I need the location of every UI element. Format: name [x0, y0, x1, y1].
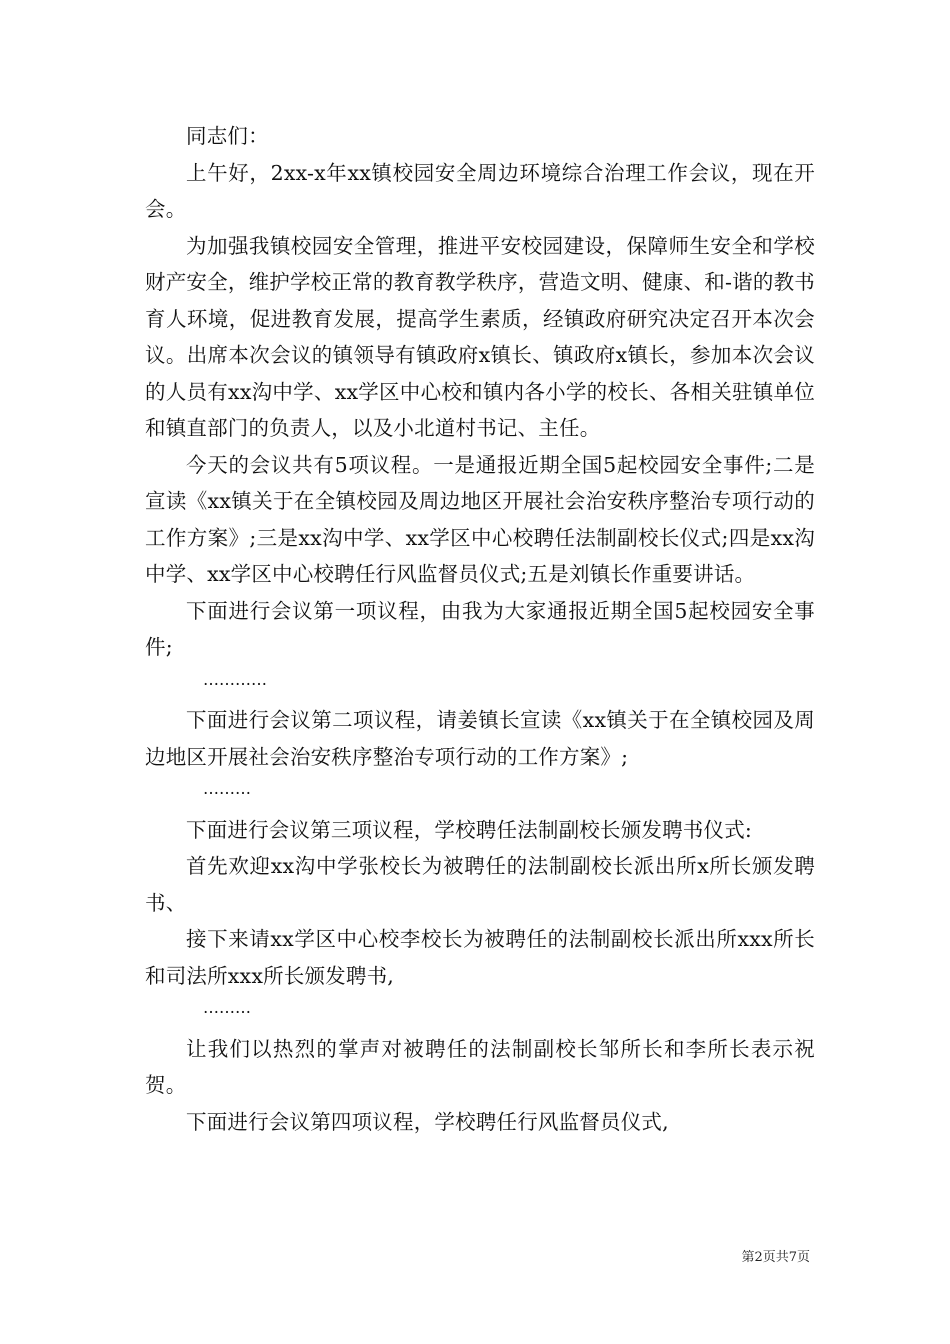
ellipsis-three: ………: [203, 998, 251, 1017]
paragraph-first-appointment: 首先欢迎xx沟中学张校长为被聘任的法制副校长派出所x所长颁发聘书、: [145, 854, 815, 915]
page-number: 第2页共7页: [741, 1250, 810, 1265]
salutation: 同志们：: [186, 124, 269, 148]
paragraph-second-appointment: 接下来请xx学区中心校李校长为被聘任的法制副校长派出所xxx所长和司法所xxx所长颁发聘书,: [145, 927, 815, 988]
ellipsis-two: ………: [203, 779, 251, 798]
paragraph-item-one: 下面进行会议第一项议程，由我为大家通报近期全国5起校园安全事件;: [145, 598, 815, 659]
paragraph-agenda: 今天的会议共有5项议程。一是通报近期全国5起校园安全事件;二是宣读《xx镇关于在全镇校园及周边地区开展社会治安秩序整治专项行动的工作方案》;三是xx沟中学、xx学区中心校聘任法制副校长仪式;四是xx沟中学、xx学区中心校聘任行风监督员仪式;五是刘镇长作重要讲话。: [145, 452, 815, 586]
document-body: [145, 118, 815, 1140]
ellipsis-one: …………: [203, 669, 267, 689]
paragraph-item-four: 下面进行会议第四项议程，学校聘任行风监督员仪式,: [186, 1109, 669, 1134]
paragraph-item-three: 下面进行会议第三项议程，学校聘任法制副校长颁发聘书仪式:: [186, 817, 753, 842]
paragraph-opening: 上午好，2xx-x年xx镇校园安全周边环境综合治理工作会议，现在开会。: [145, 160, 815, 221]
paragraph-purpose: 为加强我镇校园安全管理，推进平安校园建设，保障师生安全和学校财产安全，维护学校正常的教育教学秩序，营造文明、健康、和-谐的教书育人环境，促进教育发展，提高学生素质，经镇政府研究决定召开本次会议。出席本次会议的镇领导有镇政府x镇长、镇政府x镇长，参加本次会议的人员有xx沟中学、xx学区中心校和镇内各小学的校长、各相关驻镇单位和镇直部门的负责人，以及小北道村书记、主任。: [145, 233, 815, 440]
paragraph-item-two: 下面进行会议第二项议程，请姜镇长宣读《xx镇关于在全镇校园及周边地区开展社会治安秩序整治专项行动的工作方案》;: [145, 708, 815, 769]
paragraph-congratulations: 让我们以热烈的掌声对被聘任的法制副校长邹所长和李所长表示祝贺。: [145, 1036, 815, 1097]
